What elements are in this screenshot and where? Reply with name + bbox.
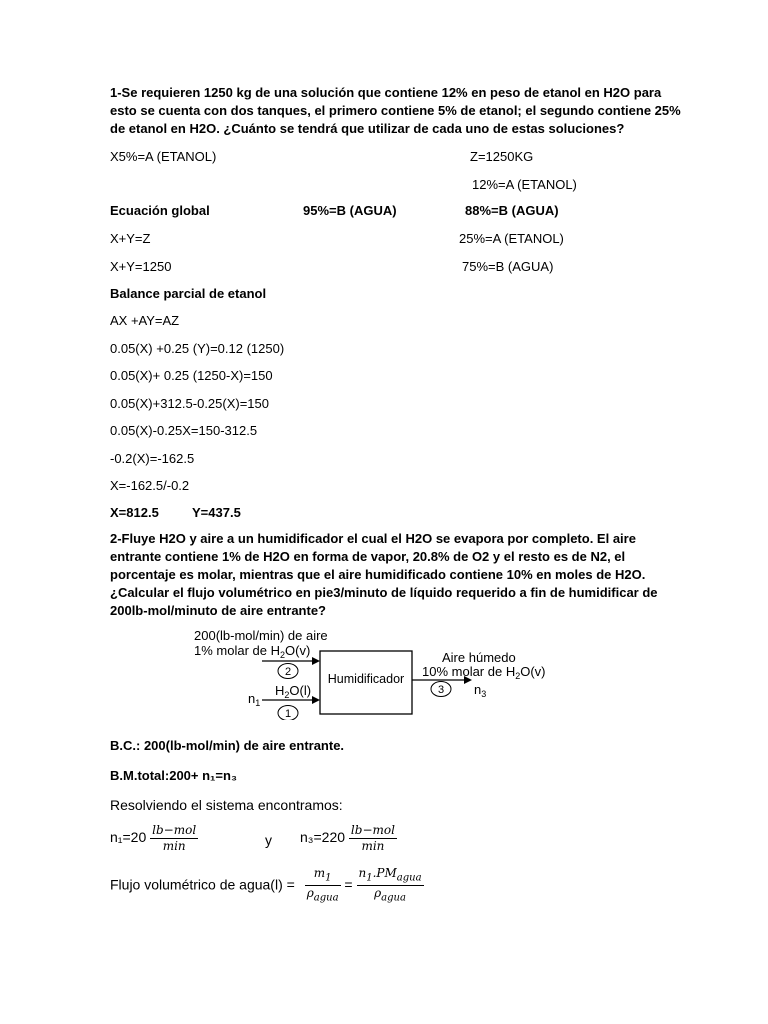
problem2-line: porcentaje es molar, mientras que el aire humidificado contiene 10% en moles de H2O.	[110, 567, 646, 582]
given-a25: 25%=A (ETANOL)	[459, 231, 564, 246]
humidifier-diagram	[0, 620, 768, 720]
eq-xyz: X+Y=Z	[110, 231, 151, 246]
n3-result	[300, 823, 397, 854]
fraction-denominator: min	[361, 839, 385, 853]
problem1-line: esto se cuenta con dos tanques, el primero contiene 5% de etanol; el segundo contiene 25%	[110, 103, 681, 118]
arrow-head-icon	[312, 657, 320, 665]
n3-label: $n_3$	[474, 682, 487, 699]
water-label: $H_2O(l)$	[275, 683, 312, 700]
fraction-numerator: lb−mol	[152, 823, 197, 837]
volumetric-flow-equation	[110, 866, 424, 906]
n1-label: $n_1$	[248, 691, 261, 708]
eq-xy1250: X+Y=1250	[110, 259, 172, 274]
given-b95: 95%=B (AGUA)	[303, 203, 397, 218]
step-line: 0.05(X)+312.5-0.25(X)=150	[110, 396, 269, 411]
given-z12: 12%=A (ETANOL)	[472, 177, 577, 192]
given-z: Z=1250KG	[470, 149, 534, 164]
fraction-denominator: min	[162, 839, 186, 853]
problem2-line: ¿Calcular el flujo volumétrico en pie3/minuto de líquido requerido a fin de humidificar de	[110, 585, 658, 600]
fraction-denominator: $\rho_{agua}$	[306, 886, 339, 904]
problem2-line: entrante contiene 1% de H2O en forma de vapor, 20.8% de O2 y el resto es de N2, el	[110, 549, 626, 564]
arrow-head-icon	[312, 696, 320, 704]
air-out-title: Aire húmedo	[442, 650, 516, 665]
n3-value: n₃=220	[300, 829, 346, 846]
step-line: -0.2(X)=-162.5	[110, 451, 195, 466]
air-in-label: 200(lb-mol/min) de aire	[194, 628, 328, 643]
lbmol-per-min-fraction	[349, 823, 397, 854]
problem1-line: 1-Se requieren 1250 kg de una solución que contiene 12% en peso de etanol en H2O para	[110, 85, 662, 100]
step-line: AX +AY=AZ	[110, 313, 180, 328]
n1-value: n₁=20	[110, 829, 147, 846]
ecuacion-global-label: Ecuación global	[110, 203, 210, 218]
problem2-line: 2-Fluye H2O y aire a un humidificador el cual el H2O se evapora por completo. El aire	[110, 531, 636, 546]
air-out-composition: 10% molar de $H_2O(v)$	[422, 664, 546, 681]
fraction-numerator: $n_1.PM_{agua}$	[357, 866, 424, 886]
humidifier-label: Humidificador	[327, 672, 405, 686]
total-mass-balance: B.M.total:200+ n₁=n₃	[110, 768, 237, 783]
given-b75: 75%=B (AGUA)	[462, 259, 554, 274]
m1-over-rho-fraction	[305, 866, 341, 906]
fraction-numerator: lb−mol	[350, 823, 395, 837]
step-line: 0.05(X) +0.25 (Y)=0.12 (1250)	[110, 341, 285, 356]
y-conjunction: y	[265, 832, 272, 848]
stream2-number: 2	[284, 666, 292, 678]
result-y: Y=437.5	[192, 505, 241, 520]
problem1-line: de etanol en H2O. ¿Cuánto se tendrá que utilizar de cada uno de estas soluciones?	[110, 121, 625, 136]
step-line: 0.05(X)+ 0.25 (1250-X)=150	[110, 368, 273, 383]
given-x5: X5%=A (ETANOL)	[110, 149, 217, 164]
basis-of-calculation: B.C.: 200(lb-mol/min) de aire entrante.	[110, 738, 345, 753]
problem1-statement	[110, 84, 681, 138]
flow-label: Flujo volumétrico de agua(l) =	[110, 876, 295, 893]
n1-result	[110, 823, 198, 854]
air-in-composition: 1% molar de $H_2O(v)$	[194, 643, 311, 660]
problem2-statement	[110, 530, 670, 620]
given-b88: 88%=B (AGUA)	[465, 203, 559, 218]
n1pm-over-rho-fraction	[357, 866, 424, 906]
fraction-denominator: $\rho_{agua}$	[374, 886, 406, 904]
problem2-line: 200lb-mol/minuto de aire entrante?	[110, 603, 326, 618]
result-x: X=812.5	[110, 505, 159, 520]
stream1-number: 1	[284, 708, 292, 720]
step-line: 0.05(X)-0.25X=150-312.5	[110, 423, 258, 438]
equals-sign: =	[344, 876, 353, 893]
stream3-number: 3	[437, 684, 445, 696]
step-line: X=-162.5/-0.2	[110, 478, 190, 493]
resolving-text: Resolviendo el sistema encontramos:	[110, 797, 343, 813]
lbmol-per-min-fraction	[150, 823, 198, 854]
fraction-numerator: $m_1$	[305, 866, 341, 886]
step-title: Balance parcial de etanol	[110, 286, 267, 301]
